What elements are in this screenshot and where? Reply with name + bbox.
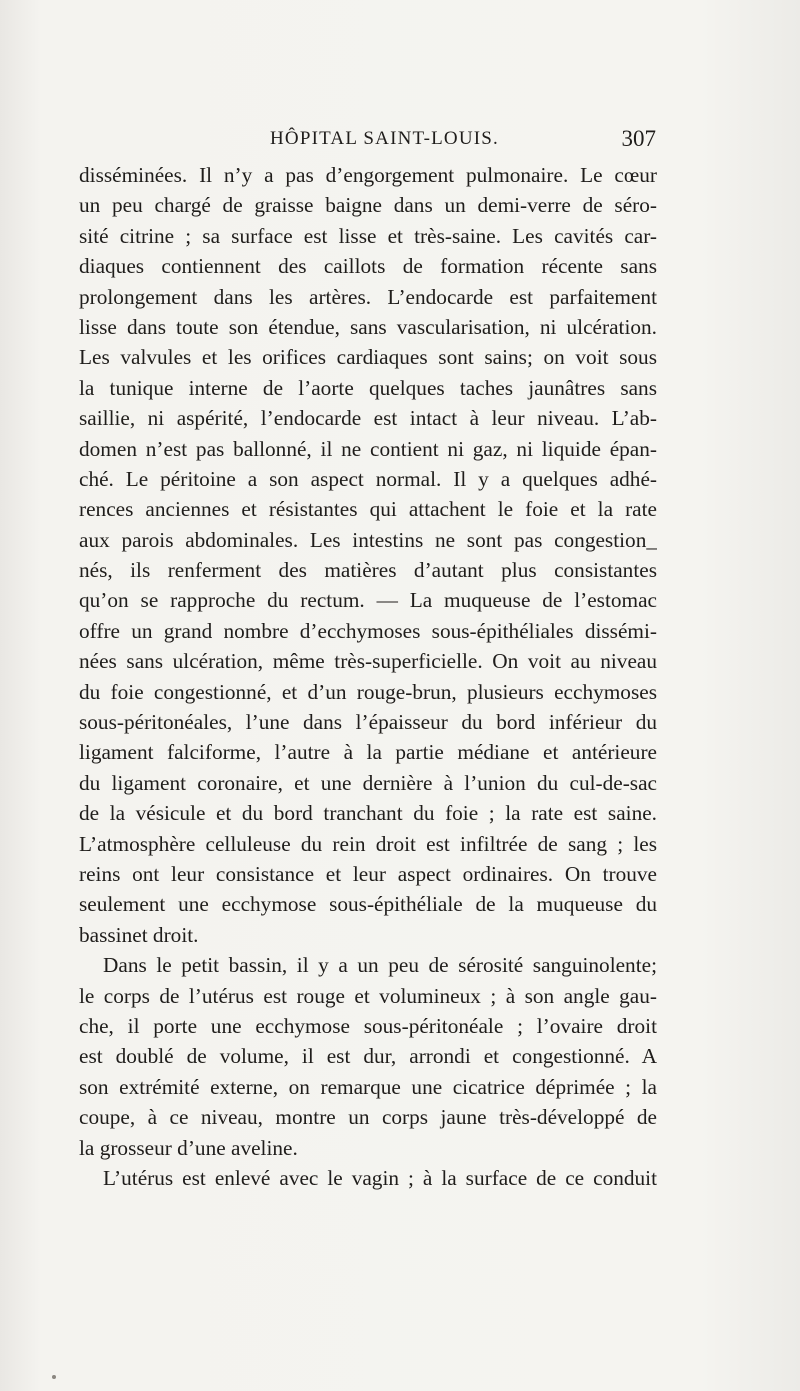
text-line: qu’on se rapproche du rectum. — La muqueuse de l’estomac bbox=[79, 588, 657, 613]
text-line: rences anciennes et résistantes qui attachent le foie et la rate bbox=[79, 497, 657, 522]
text-line: che, il porte une ecchymose sous-péritonéale ; l’ovaire droit bbox=[79, 1013, 657, 1038]
text-line: domen n’est pas ballonné, il ne contient ni gaz, ni liquide épan- bbox=[79, 436, 657, 461]
text-line: offre un grand nombre d’ecchymoses sous-épithéliales dissémi- bbox=[79, 618, 657, 643]
paragraph bbox=[79, 950, 657, 1163]
text-line: saillie, ni aspérité, l’endocarde est intact à leur niveau. L’ab- bbox=[79, 406, 657, 431]
page-speck bbox=[52, 1375, 56, 1379]
text-line: du ligament coronaire, et une dernière à l’union du cul-de-sac bbox=[79, 770, 657, 795]
text-line: sous-péritonéales, l’une dans l’épaisseur du bord inférieur du bbox=[79, 710, 657, 735]
text-line: la grosseur d’une aveline. bbox=[79, 1135, 298, 1160]
text-line: bassinet droit. bbox=[79, 922, 199, 947]
text-line: nés, ils renferment des matières d’autant plus consistantes bbox=[79, 558, 657, 583]
text-line: sité citrine ; sa surface est lisse et très-saine. Les cavités car- bbox=[79, 223, 657, 248]
running-title: HÔPITAL SAINT-LOUIS. bbox=[270, 128, 500, 149]
body-text bbox=[79, 160, 657, 1193]
text-line: ché. Le péritoine a son aspect normal. Il y a quelques adhé- bbox=[79, 466, 657, 491]
text-line: est doublé de volume, il est dur, arrondi et congestionné. A bbox=[79, 1044, 657, 1069]
text-line: lisse dans toute son étendue, sans vascularisation, ni ulcération. bbox=[79, 314, 657, 339]
text-line: disséminées. Il n’y a pas d’engorgement pulmonaire. Le cœur bbox=[79, 163, 657, 187]
text-line: diaques contiennent des caillots de formation récente sans bbox=[79, 254, 657, 279]
text-line: L’atmosphère celluleuse du rein droit est infiltrée de sang ; les bbox=[79, 831, 657, 856]
text-line: un peu chargé de graisse baigne dans un demi-verre de séro- bbox=[79, 193, 657, 218]
paragraph bbox=[79, 1163, 657, 1193]
text-line: nées sans ulcération, même très-superficielle. On voit au niveau bbox=[79, 649, 657, 674]
text-line: la tunique interne de l’aorte quelques taches jaunâtres sans bbox=[79, 375, 657, 400]
text-line: du foie congestionné, et d’un rouge-brun, plusieurs ecchymoses bbox=[79, 679, 657, 704]
text-line: le corps de l’utérus est rouge et volumineux ; à son angle gau- bbox=[79, 983, 657, 1008]
text-line: de la vésicule et du bord tranchant du foie ; la rate est saine. bbox=[79, 801, 657, 826]
text-line: Les valvules et les orifices cardiaques sont sains; on voit sous bbox=[79, 345, 657, 370]
text-line: reins ont leur consistance et leur aspect ordinaires. On trouve bbox=[79, 861, 657, 886]
paragraph bbox=[79, 160, 657, 950]
text-line: ligament falciforme, l’autre à la partie médiane et antérieure bbox=[79, 740, 657, 765]
text-line: prolongement dans les artères. L’endocarde est parfaitement bbox=[79, 284, 657, 309]
text-line: Dans le petit bassin, il y a un peu de sérosité sanguinolente; bbox=[103, 953, 657, 978]
text-line: seulement une ecchymose sous-épithéliale de la muqueuse du bbox=[79, 892, 657, 917]
running-head bbox=[80, 128, 656, 160]
text-line: son extrémité externe, on remarque une cicatrice déprimée ; la bbox=[79, 1074, 657, 1099]
text-line: L’utérus est enlevé avec le vagin ; à la surface de ce conduit bbox=[103, 1165, 657, 1190]
text-line: coupe, à ce niveau, montre un corps jaune très-développé de bbox=[79, 1105, 657, 1130]
text-line: aux parois abdominales. Les intestins ne sont pas congestion_ bbox=[79, 527, 657, 552]
page-number: 307 bbox=[621, 126, 656, 151]
